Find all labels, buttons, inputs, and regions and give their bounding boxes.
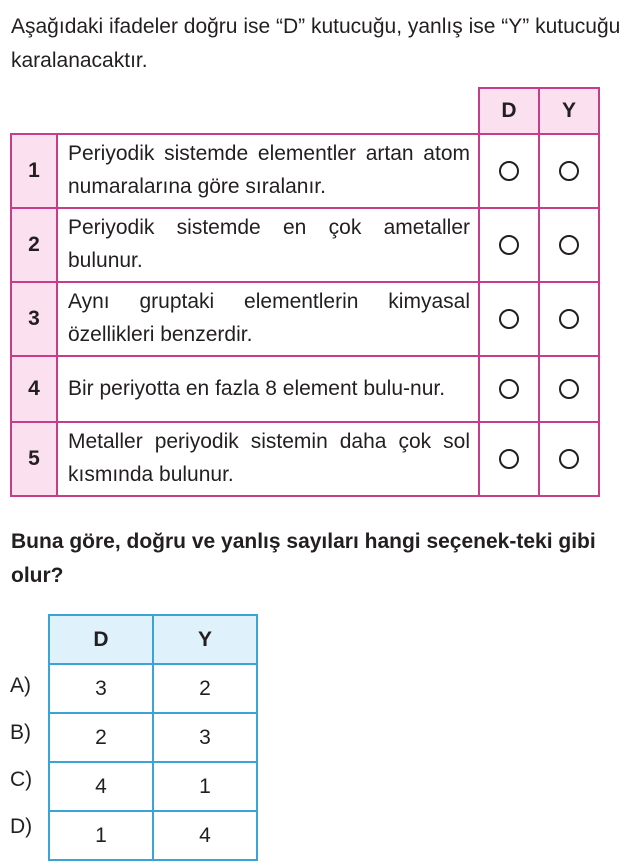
answer-options-table	[48, 614, 258, 861]
option-row[interactable]	[49, 664, 257, 713]
statement-row	[11, 422, 599, 496]
answer-header-row	[49, 615, 257, 664]
tf-header-y: Y	[539, 88, 599, 134]
statement-row	[11, 208, 599, 282]
statement-number: 3	[11, 282, 57, 356]
answer-header-y: Y	[153, 615, 257, 664]
answer-y-cell[interactable]	[539, 282, 599, 356]
answer-y-cell[interactable]	[539, 356, 599, 422]
option-y-value: 1	[153, 762, 257, 811]
answer-y-cell[interactable]	[539, 134, 599, 208]
empty-circle-icon[interactable]	[559, 379, 579, 399]
option-row[interactable]	[49, 713, 257, 762]
statement-text: Periyodik sistemde en çok ametaller bulunur.	[57, 208, 479, 282]
answer-header-d: D	[49, 615, 153, 664]
empty-circle-icon[interactable]	[499, 161, 519, 181]
option-d-value: 2	[49, 713, 153, 762]
empty-circle-icon[interactable]	[559, 161, 579, 181]
statement-text: Metaller periyodik sistemin daha çok sol kısmında bulunur.	[57, 422, 479, 496]
empty-circle-icon[interactable]	[499, 309, 519, 329]
option-y-value: 4	[153, 811, 257, 860]
statement-number: 1	[11, 134, 57, 208]
answer-y-cell[interactable]	[539, 208, 599, 282]
option-y-value: 3	[153, 713, 257, 762]
option-label-b[interactable]: B)	[10, 721, 31, 744]
option-row[interactable]	[49, 762, 257, 811]
empty-circle-icon[interactable]	[559, 309, 579, 329]
answer-d-cell[interactable]	[479, 422, 539, 496]
option-label-a[interactable]: A)	[10, 674, 31, 697]
option-label-d[interactable]: D)	[10, 815, 33, 838]
statement-row	[11, 356, 599, 422]
tf-header-d: D	[479, 88, 539, 134]
empty-circle-icon[interactable]	[499, 449, 519, 469]
statement-row	[11, 134, 599, 208]
empty-circle-icon[interactable]	[499, 379, 519, 399]
statement-text: Periyodik sistemde elementler artan atom numaralarına göre sıralanır.	[57, 134, 479, 208]
answer-d-cell[interactable]	[479, 134, 539, 208]
empty-circle-icon[interactable]	[559, 449, 579, 469]
answer-d-cell[interactable]	[479, 356, 539, 422]
answer-y-cell[interactable]	[539, 422, 599, 496]
option-d-value: 3	[49, 664, 153, 713]
option-d-value: 4	[49, 762, 153, 811]
answer-d-cell[interactable]	[479, 282, 539, 356]
question-text: Buna göre, doğru ve yanlış sayıları hangi seçenek-teki gibi olur?	[11, 530, 596, 587]
instructions: Aşağıdaki ifadeler doğru ise “D” kutucuğu, yanlış ise “Y” kutucuğu karalanacaktır.	[11, 15, 621, 72]
true-false-table	[10, 87, 600, 497]
tf-header-row	[11, 88, 599, 134]
option-y-value: 2	[153, 664, 257, 713]
statement-number: 5	[11, 422, 57, 496]
statement-text: Bir periyotta en fazla 8 element bulu-nur.	[57, 356, 479, 422]
answer-d-cell[interactable]	[479, 208, 539, 282]
option-label-c[interactable]: C)	[10, 768, 33, 791]
statement-text: Aynı gruptaki elementlerin kimyasal özellikleri benzerdir.	[57, 282, 479, 356]
option-row[interactable]	[49, 811, 257, 860]
empty-circle-icon[interactable]	[499, 235, 519, 255]
option-d-value: 1	[49, 811, 153, 860]
empty-circle-icon[interactable]	[559, 235, 579, 255]
statement-number: 2	[11, 208, 57, 282]
statement-number: 4	[11, 356, 57, 422]
statement-row	[11, 282, 599, 356]
